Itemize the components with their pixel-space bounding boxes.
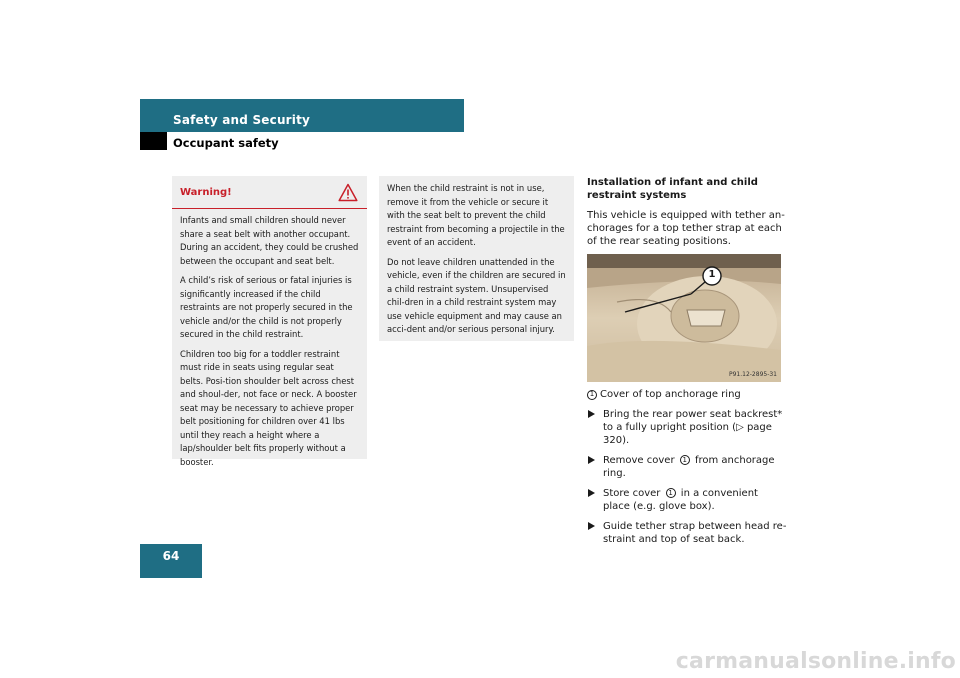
note-paragraph: Do not leave children unattended in the vehicle, even if the children are secured in a child restraint system. Unsupervised chil-dren in a child restraint system may use vehicle equipment and may cause an acci-dent and/or serious personal injury. xyxy=(387,256,566,334)
figure-caption xyxy=(587,388,787,401)
step-text: from anchorage ring. xyxy=(603,455,775,479)
seat-illustration xyxy=(587,254,781,382)
main-column xyxy=(587,176,787,553)
step-text: Store cover xyxy=(603,488,661,499)
page-number: 64 xyxy=(140,544,202,578)
warning-paragraph: A child’s risk of serious or fatal injuries is significantly increased if the child restraints are not properly secured in the vehicle and/or the child is not properly secured in the child restraint. xyxy=(180,275,353,339)
step-item xyxy=(587,520,787,546)
header-marker xyxy=(140,132,167,150)
caption-text: Cover of top anchorage ring xyxy=(600,389,741,400)
warning-header xyxy=(172,176,367,209)
note-paragraph: When the child restraint is not in use, remove it from the vehicle or secure it with the seat belt to prevent the child restraint from becoming a projectile in the event of an accident. xyxy=(387,183,565,247)
seat-anchorage-figure xyxy=(587,254,781,382)
warning-triangle-icon xyxy=(338,183,358,202)
figure-callout: 1 xyxy=(708,269,716,280)
watermark: carmanualsonline.info xyxy=(675,649,956,674)
installation-heading: Installation of infant and child restraint systems xyxy=(587,177,758,201)
warning-body xyxy=(172,209,367,469)
triangle-bullet-icon xyxy=(588,410,595,418)
intro-text: This vehicle is equipped with tether an-chorages for a top tether strap at each of the rear seating positions. xyxy=(587,210,785,247)
section-title: Safety and Security xyxy=(173,113,311,127)
callout-number: 1 xyxy=(666,488,676,498)
triangle-bullet-icon xyxy=(588,456,595,464)
step-item xyxy=(587,408,787,447)
step-text: in a convenient place (e.g. glove box). xyxy=(603,488,758,512)
callout-number: 1 xyxy=(680,455,690,465)
triangle-bullet-icon xyxy=(588,522,595,530)
warning-title: Warning! xyxy=(180,187,232,198)
step-text: Remove cover xyxy=(603,455,675,466)
subsection-title: Occupant safety xyxy=(173,136,279,150)
step-item xyxy=(587,454,787,480)
callout-number: 1 xyxy=(587,390,597,400)
warning-paragraph: Infants and small children should never share a seat belt with another occupant. During an accident, they could be crushed between the occupant and seat belt. xyxy=(180,215,359,266)
figure-code: P91.12-2895-31 xyxy=(728,371,777,378)
warning-box xyxy=(172,176,367,467)
step-text: Guide tether strap between head re-straint and top of seat back. xyxy=(603,521,787,545)
warning-paragraph: Children too big for a toddler restraint must ride in seats using regular seat belts. Posi-tion shoulder belt across chest and shoul-der, not face or neck. A booster seat may be necessary to achieve proper belt positioning for children over 41 lbs until they reach a height where a lap/shoulder belt fits properly without a booster. xyxy=(180,348,357,467)
triangle-bullet-icon xyxy=(588,489,595,497)
note-box xyxy=(379,176,574,341)
step-text: Bring the rear power seat backrest* to a fully upright position (▷ page 320). xyxy=(603,409,783,446)
step-item xyxy=(587,487,787,513)
instruction-steps xyxy=(587,408,787,546)
